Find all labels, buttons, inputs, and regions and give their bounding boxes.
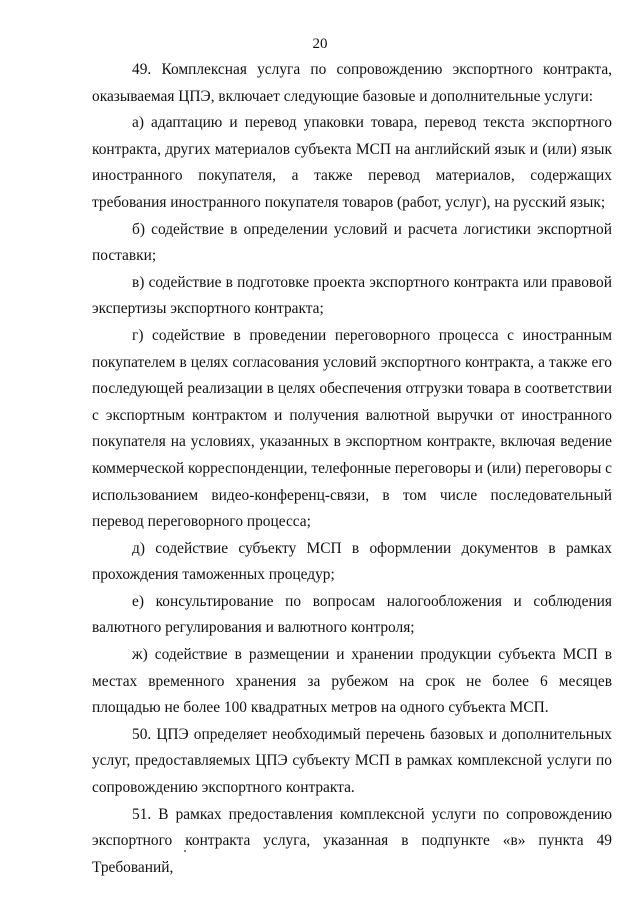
subitem-v: в) содействие в подготовке проекта экспортного контракта или правовой экспертизы экспортного контракта; — [92, 273, 612, 318]
scan-speck — [184, 850, 186, 852]
subitem-e: е) консультирование по вопросам налогообложения и соблюдения валютного регулирования и валютного контроля; — [92, 592, 612, 637]
paragraph-50: 50. ЦПЭ определяет необходимый перечень базовых и дополнительных услуг, предоставляемых ЦПЭ субъекту МСП в рамках комплексной услуги по сопровождению экспортного контракта. — [92, 725, 612, 797]
subitem-d: д) содействие субъекту МСП в оформлении документов в рамках прохождения таможенных процедур; — [92, 539, 612, 584]
subitem-zh: ж) содействие в размещении и хранении продукции субъекта МСП в местах временного хранения за рубежом на срок не более 6 месяцев площадью не более 100 квадратных метров на одного субъекта МСП. — [92, 646, 612, 717]
page-number: 20 — [312, 36, 328, 52]
document-body — [92, 57, 612, 881]
subitem-g: г) содействие в проведении переговорного процесса с иностранным покупателем в целях согласования условий экспортного контракта, а также его последующей реализации в целях обеспечения отгрузки товара в соответствии с экспортным контрактом и получения валютной выручки от иностранного покупателя на условиях, указанных в экспортном контракте, включая ведение коммерческой корреспонденции, телефонные переговоры и (или) переговоры с использованием видео-конференц-связи, в том числе последовательный перевод переговорного процесса; — [92, 326, 612, 531]
paragraph-51: 51. В рамках предоставления комплексной услуги по сопровождению экспортного контракта услуга, указанная в подпункте «в» пункта 49 Требований, — [92, 805, 612, 876]
subitem-b: б) содействие в определении условий и расчета логистики экспортной поставки; — [92, 220, 612, 265]
paragraph-49: 49. Комплексная услуга по сопровождению экспортного контракта, оказываемая ЦПЭ, включает следующие базовые и дополнительные услуги: — [92, 61, 612, 105]
subitem-a: а) адаптацию и перевод упаковки товара, перевод текста экспортного контракта, других материалов субъекта МСП на английский язык и (или) язык иностранного покупателя, а также перевод материалов, содержащих требования иностранного покупателя товаров (работ, услуг), на русский язык; — [92, 114, 612, 211]
